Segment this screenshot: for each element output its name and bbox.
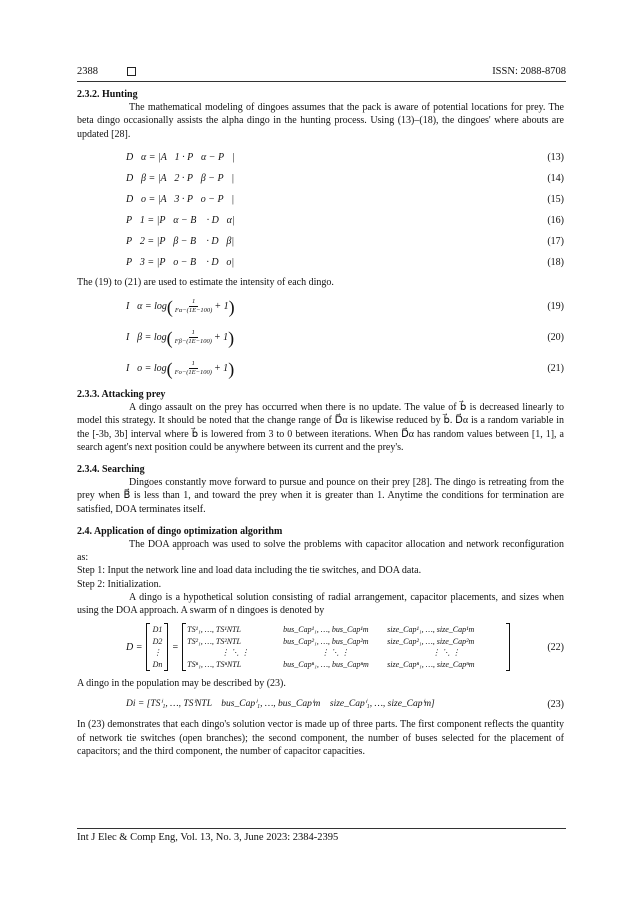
equation-19: I⃗α = log ( $\frac{1}{F\alpha-(1E-100)}$ + 1 ) (19) bbox=[126, 296, 564, 317]
step-2: Step 2: Initialization. bbox=[77, 578, 162, 590]
fraction bbox=[175, 360, 212, 377]
equation-lhs: I⃗α = log bbox=[126, 300, 167, 312]
equation-22: D = D1 D2 ⋮ Dn = TS¹₁, …, TS¹NTL bus_Cap¹₁, …, bus_Cap¹m size_Cap¹₁, …, size_Cap¹m TS²₁, …, TS²NTL bus_Cap²₁, …, bus_Cap²m size_Cap²₁, …, size_Cap²m ⋮ ⋱ ⋮ ⋮ ⋱ ⋮ ⋮ ⋱ ⋮ TSⁿ₁, …, TSⁿNTL bus_Capⁿ₁, …, bus_Capⁿm size_Capⁿ₁, …, size_Capⁿm (22) bbox=[77, 617, 564, 677]
equation-18 bbox=[77, 252, 564, 273]
equation-13 bbox=[77, 147, 564, 168]
vector-entry: D2 bbox=[152, 636, 163, 646]
fraction bbox=[175, 298, 212, 315]
matrix-row: TS¹₁, …, TS¹NTL bus_Cap¹₁, …, bus_Cap¹m size_Cap¹₁, …, size_Cap¹m bbox=[187, 625, 475, 635]
paragraph-application: The DOA approach was used to solve the problems with capacitor allocation and network reconfiguration as: bbox=[77, 539, 564, 564]
matrix-row: TS²₁, …, TS²NTL bus_Cap²₁, …, bus_Cap²m size_Cap²₁, …, size_Cap²m bbox=[187, 636, 475, 646]
equation-number: (13) bbox=[547, 151, 564, 163]
equation-expr: D⃗α = |A⃗1 · P⃗α − P⃗| bbox=[126, 151, 235, 163]
equation-tail: + 1 bbox=[213, 331, 229, 343]
equation-lhs: I⃗β = log bbox=[126, 331, 167, 343]
equation-number: (22) bbox=[547, 641, 564, 653]
vector-entry: Dn bbox=[152, 659, 163, 669]
fraction bbox=[175, 329, 212, 346]
fraction-denominator: Fβ−(1E−100) bbox=[174, 338, 212, 346]
section-heading-searching: 2.3.4. Searching bbox=[77, 464, 145, 476]
equation-17 bbox=[77, 231, 564, 252]
paragraph-attacking: A dingo assault on the prey has occurred when there is no update. The value of b⃗ is decreased linearly to model this strategy. It should be noted that the change range of D⃗α is likewise reduced by b⃗. D⃗α is a random variable in the [-3b, 3b] interval where b⃗ is lowered from 3 to 0 between iterations. When D⃗α has random values between [1, 1], a search agent's next position could be anywhere between its current and the prey's. bbox=[77, 402, 564, 453]
equation-number: (17) bbox=[547, 235, 564, 247]
fraction-numerator: 1 bbox=[189, 298, 198, 307]
equation-15 bbox=[77, 189, 564, 210]
equation-21: I⃗o = log ( $\frac{1}{Fo-(1E-100)}$ + 1 ) (21) bbox=[126, 358, 564, 379]
paragraph-conclusion: In (23) demonstrates that each dingo's solution vector is made up of three parts. The first component reflects the quantity of network tie switches (open branches); the second component, the number of buses selected for the placement of capacitors; and the third component, the number of capacitor capacities. bbox=[77, 719, 564, 757]
section-heading-attacking: 2.3.3. Attacking prey bbox=[77, 389, 166, 401]
equation-expr: Di = [TSⁱ₁, …, TSⁱNTL bus_Capⁱ₁, …, bus_Capⁱm size_Capⁱ₁, …, size_Capⁱm] bbox=[126, 698, 435, 709]
equation-16 bbox=[77, 210, 564, 231]
matrix-row: ⋮ ⋱ ⋮ ⋮ ⋱ ⋮ ⋮ ⋱ ⋮ bbox=[221, 648, 461, 658]
equation-number: (14) bbox=[547, 172, 564, 184]
solution-matrix bbox=[182, 623, 510, 671]
equation-number: (23) bbox=[547, 698, 564, 710]
paragraph-population: A dingo in the population may be described by (23). bbox=[77, 678, 286, 690]
paragraph-intensity: The (19) to (21) are used to estimate the intensity of each dingo. bbox=[77, 276, 334, 288]
equation-lhs: I⃗o = log bbox=[126, 362, 167, 374]
equation-expr: D⃗β = |A⃗2 · P⃗β − P⃗| bbox=[126, 172, 235, 184]
fraction-denominator: Fα−(1E−100) bbox=[174, 307, 213, 315]
vector-entry: D1 bbox=[152, 625, 163, 635]
footer-rule bbox=[77, 828, 566, 829]
matrix-row: TSⁿ₁, …, TSⁿNTL bus_Capⁿ₁, …, bus_Capⁿm size_Capⁿ₁, …, size_Capⁿm bbox=[187, 659, 475, 669]
equation-expr: P⃗3 = |P⃗o − B⃗ · D⃗o| bbox=[126, 256, 235, 268]
page-number: 2388 bbox=[77, 66, 98, 77]
equation-expr: P⃗1 = |P⃗α − B⃗ · D⃗α| bbox=[126, 214, 235, 226]
step-1: Step 1: Input the network line and load data including the tie switches, and DOA data. bbox=[77, 565, 422, 577]
equation-tail: + 1 bbox=[214, 300, 229, 312]
equation-expr: D⃗o = |A⃗3 · P⃗o − P⃗| bbox=[126, 193, 235, 205]
fraction-numerator: 1 bbox=[189, 329, 198, 338]
page-body bbox=[77, 88, 564, 758]
section-heading-application: 2.4. Application of dingo optimization algorithm bbox=[77, 525, 283, 537]
equation-number: (18) bbox=[547, 256, 564, 268]
dingo-vector bbox=[146, 623, 168, 671]
equation-14 bbox=[77, 168, 564, 189]
square-icon bbox=[127, 67, 136, 76]
equation-number: (15) bbox=[547, 193, 564, 205]
vector-entry: ⋮ bbox=[153, 648, 162, 658]
footer-citation: Int J Elec & Comp Eng, Vol. 13, No. 3, June 2023: 2384-2395 bbox=[77, 832, 339, 843]
paragraph-searching: Dingoes constantly move forward to pursue and pounce on their prey [28]. The dingo is retreating from the prey when B⃗ is less than 1, and toward the prey when it is greater than 1. Anytime the conditions for termination are satisfied, DOA terminates itself. bbox=[77, 477, 564, 515]
equation-expr: P⃗2 = |P⃗β − B⃗ · D⃗β| bbox=[126, 235, 235, 247]
paragraph-swarm: A dingo is a hypothetical solution consisting of radial arrangement, capacitor placements, and sizes when using the DOA approach. A swarm of n dingoes is denoted by bbox=[77, 591, 564, 617]
fraction-numerator: 1 bbox=[189, 360, 198, 369]
issn-label: ISSN: 2088-8708 bbox=[492, 66, 566, 77]
paragraph-hunting: The mathematical modeling of dingoes assumes that the pack is aware of potential locations for prey. The beta dingo occasionally assists the alpha dingo in the hunting process. Using (13)–(18), the dingoes' where abouts are updated [28]. bbox=[77, 102, 564, 140]
equation-number: (19) bbox=[547, 300, 564, 312]
equation-tail: + 1 bbox=[213, 362, 229, 374]
section-heading-hunting: 2.3.2. Hunting bbox=[77, 89, 138, 100]
fraction-denominator: Fo−(1E−100) bbox=[174, 369, 212, 377]
header-rule bbox=[77, 81, 566, 82]
equation-23 bbox=[77, 690, 564, 718]
equation-number: (21) bbox=[547, 362, 564, 374]
equation-number: (16) bbox=[547, 214, 564, 226]
equation-20: I⃗β = log ( $\frac{1}{F\beta-(1E-100)}$ + 1 ) (20) bbox=[126, 327, 564, 348]
equation-lhs: D = bbox=[126, 641, 143, 653]
equation-number: (20) bbox=[547, 331, 564, 343]
